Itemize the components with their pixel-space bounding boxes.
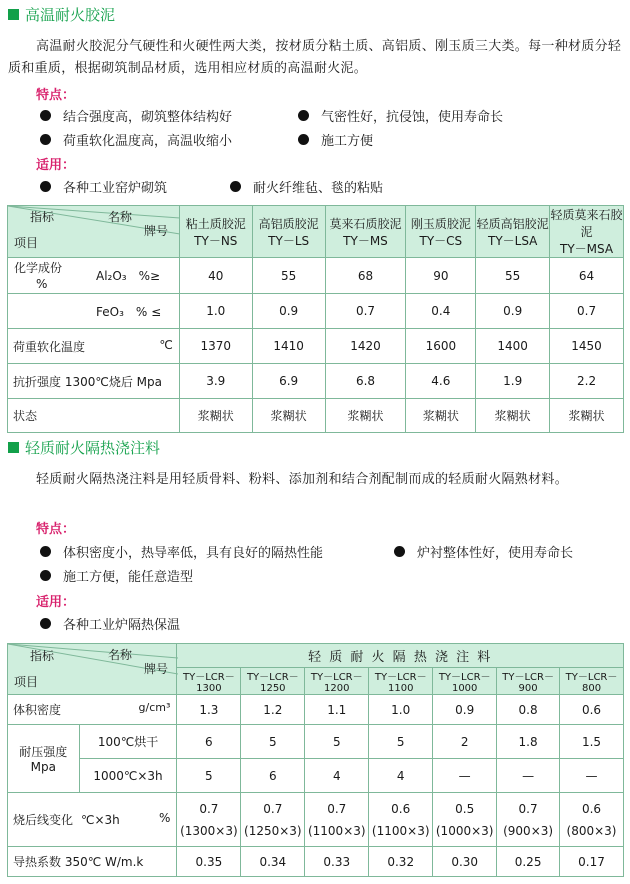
use-item: 各种工业炉隔热保温: [40, 614, 180, 633]
bullet-icon: [40, 570, 51, 581]
group-header: 轻 质 耐 火 隔 热 浇 注 料: [177, 644, 624, 668]
bullet-icon: [298, 110, 309, 121]
table-corner-header: 指标 名称 牌号 项目: [8, 644, 177, 695]
square-bullet-icon: [8, 442, 19, 453]
table-row: FeO₃ % ≤ 1.0 0.9 0.7 0.4 0.9 0.7: [8, 294, 624, 329]
use-item: 耐火纤维毡、毯的粘贴: [230, 177, 383, 196]
feature-item: 施工方便: [298, 130, 373, 149]
bullet-icon: [40, 134, 51, 145]
section1-intro: 高温耐火胶泥分气硬性和火硬性两大类，按材质分粘土质、高铝质、刚玉质三大类。每一种材质分轻质和重质，根据砌筑制品材质，选用相应材质的高温耐火泥。: [8, 39, 622, 76]
feature-item: 结合强度高，砌筑整体结构好: [40, 106, 232, 125]
section1-title: 高温耐火胶泥: [8, 4, 115, 25]
section1-features-label: 特点：: [36, 88, 76, 103]
bullet-icon: [394, 546, 405, 557]
bullet-icon: [230, 181, 241, 192]
table-row: 化学成份 % Al₂O₃ %≥ 40 55 68 90 55 64: [8, 258, 624, 294]
table-row: 1000℃×3h 5 6 4 4 — — —: [8, 759, 624, 793]
use-item: 各种工业窑炉砌筑: [40, 177, 167, 196]
column-header: 轻质莫来石胶泥 TY－MSA: [550, 206, 624, 258]
column-header: 粘土质胶泥 TY－NS: [179, 206, 252, 258]
column-header: 莫来石质胶泥 TY－MS: [325, 206, 406, 258]
bullet-icon: [40, 110, 51, 121]
bullet-icon: [40, 618, 51, 629]
bullet-icon: [40, 546, 51, 557]
feature-item: 炉衬整体性好，使用寿命长: [394, 542, 573, 561]
section2-uses-label: 适用：: [36, 595, 76, 610]
table-row: 状态 浆糊状 浆糊状 浆糊状 浆糊状 浆糊状 浆糊状: [8, 399, 624, 433]
column-header: 高铝质胶泥 TY－LS: [252, 206, 325, 258]
column-header: 刚玉质胶泥 TY－CS: [406, 206, 476, 258]
feature-item: 荷重软化温度高，高温收缩小: [40, 130, 232, 149]
square-bullet-icon: [8, 9, 19, 20]
feature-item: 体积密度小，热导率低，具有良好的隔热性能: [40, 542, 323, 561]
table-row: 耐压强度 Mpa 100℃烘干 6 5 5 5 2 1.8 1.5: [8, 725, 624, 759]
table-row: 烧后线变化 ℃×3h % 0.7 (1300×3) 0.7 (1250×3) 0.7 (1100×3) 0.6 (1100×3) 0.5 (1000×3) 0.7 (900×3) 0.6 (800×3): [8, 793, 624, 847]
bullet-icon: [40, 181, 51, 192]
feature-item: 气密性好，抗侵蚀，使用寿命长: [298, 106, 503, 125]
section2-intro: 轻质耐火隔热浇注料是用轻质骨料、粉料、添加剂和结合剂配制而成的轻质耐火隔熟材料。: [36, 472, 569, 487]
table-row: 体积密度 g/cm³ 1.3 1.2 1.1 1.0 0.9 0.8 0.6: [8, 695, 624, 725]
section2-title: 轻质耐火隔热浇注料: [8, 437, 160, 458]
table-row: 荷重软化温度 ℃ 1370 1410 1420 1600 1400 1450: [8, 329, 624, 364]
castable-spec-table: 指标 名称 牌号 项目 轻 质 耐 火 隔 热 浇 注 料 TY－LCR－1300 TY－LCR－1250 TY－LCR－1200 TY－LCR－1100 TY－LCR－1000 TY－LCR－900 TY－LCR－800 体积密度 g/cm³ 1.3 1.2 1.1 1.0 0.9 0.8 0.6 耐压强度 Mpa 100℃烘干 6 5 5 5 2 1.8 1.5 1000℃×3h 5 6 4 4 — — — 烧后线变化 ℃×3h % 0.7 (1300×3) 0.7 (1250×3) 0.7 (1100×3) 0.6 (1100×3) 0.5 (1000×3) 0.7 (900×3) 0.6 (800×3) 导热系数 350℃ W/m.k 0.35 0.34 0.33 0.32 0.30 0.25 0.17: [7, 643, 624, 877]
section2-features-label: 特点：: [36, 522, 76, 537]
feature-item: 施工方便，能任意造型: [40, 566, 193, 585]
column-header: 轻质高铝胶泥 TY－LSA: [476, 206, 550, 258]
bullet-icon: [298, 134, 309, 145]
table-row: 导热系数 350℃ W/m.k 0.35 0.34 0.33 0.32 0.30 0.25 0.17: [8, 847, 624, 877]
gel-spec-table: [7, 205, 624, 433]
table-corner-header: 指标 名称 牌号 项目: [8, 206, 180, 258]
table-row: 抗折强度 1300℃烧后 Mpa 3.9 6.9 6.8 4.6 1.9 2.2: [8, 364, 624, 399]
section1-uses-label: 适用：: [36, 158, 76, 173]
